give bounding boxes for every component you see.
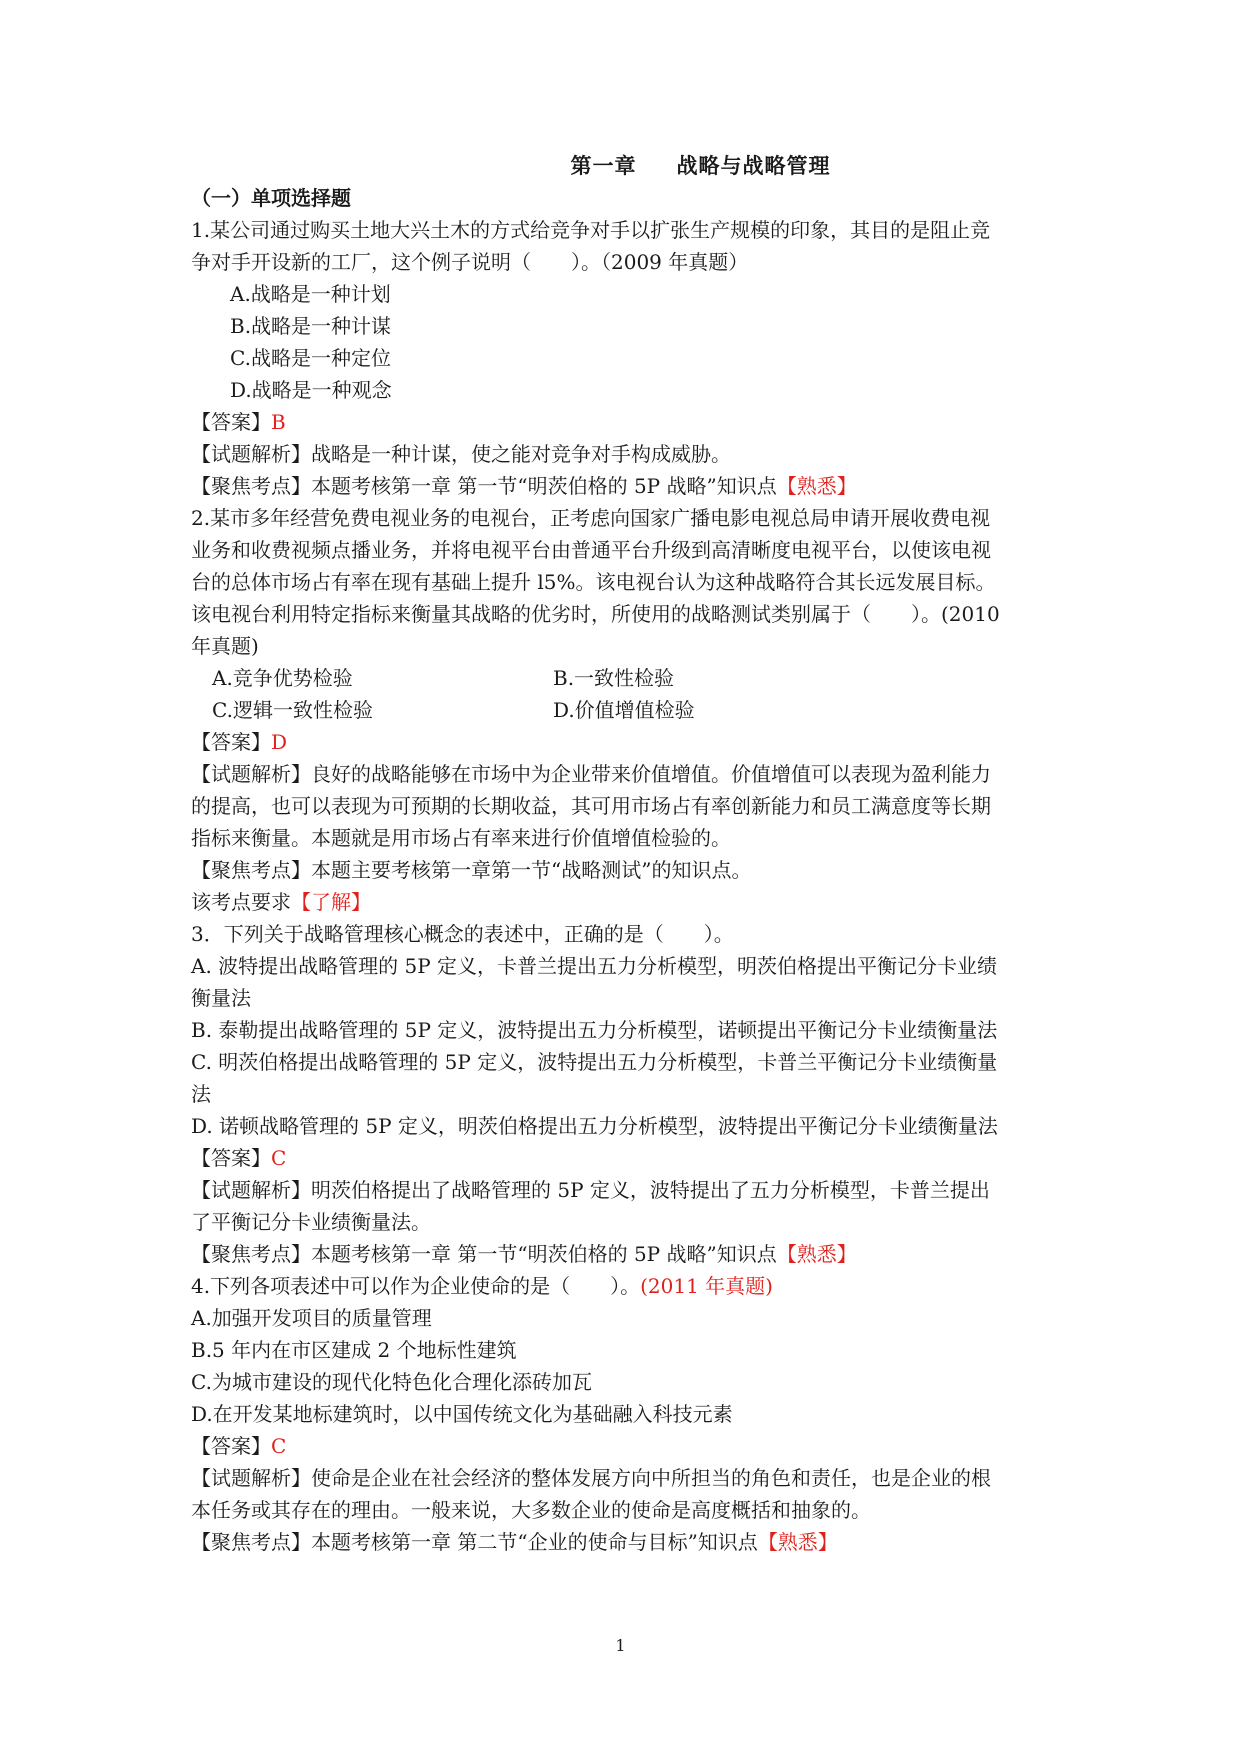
requirement-level: 【了解】 <box>291 890 371 914</box>
focus-text: 【聚焦考点】本题考核第一章 第一节“明茨伯格的 5P 战略”知识点 <box>191 1242 777 1266</box>
q3-option-c-line-2: 法 <box>191 1082 211 1106</box>
q2-stem-line-3: 台的总体市场占有率在现有基础上提升 l5%。该电视台认为这种战略符合其长远发展目标。 <box>191 570 996 594</box>
section-title: （一）单项选择题 <box>191 186 351 210</box>
chapter-name: 战略与战略管理 <box>676 153 831 178</box>
answer-value: D <box>271 730 288 754</box>
focus-level: 【熟悉】 <box>776 474 857 498</box>
q1-stem-line-1: 1.某公司通过购买土地大兴土木的方式给竞争对手以扩张生产规模的印象，其目的是阻止竞 <box>191 218 991 242</box>
q1-option-d: D.战略是一种观念 <box>230 378 392 402</box>
q1-stem-line-2: 争对手开设新的工厂，这个例子说明（ ）。（2009 年真题） <box>191 250 749 274</box>
page-number: 1 <box>615 1636 626 1655</box>
q4-stem-year: (2011 年真题) <box>640 1274 773 1298</box>
q2-stem-line-5: 年真题) <box>191 634 259 658</box>
answer-label: 【答案】 <box>191 410 271 434</box>
q2-stem-line-2: 业务和收费视频点播业务，并将电视平台由普通平台升级到高清晰度电视平台，以使该电视 <box>191 538 991 562</box>
q4-analysis-line-1: 【试题解析】使命是企业在社会经济的整体发展方向中所担当的角色和责任，也是企业的根 <box>191 1466 991 1490</box>
q2-option-a: A.竞争优势检验 <box>212 666 353 690</box>
q4-analysis-line-2: 本任务或其存在的理由。一般来说，大多数企业的使命是高度概括和抽象的。 <box>191 1498 871 1522</box>
answer-value: B <box>271 410 286 434</box>
focus-level: 【熟悉】 <box>776 1242 857 1266</box>
q2-analysis-line-2: 的提高，也可以表现为可预期的长期收益，其可用市场占有率创新能力和员工满意度等长期 <box>191 794 991 818</box>
q4-option-c: C.为城市建设的现代化特色化合理化添砖加瓦 <box>191 1370 592 1394</box>
q2-answer <box>191 726 287 758</box>
q4-option-a: A.加强开发项目的质量管理 <box>191 1306 432 1330</box>
q3-answer <box>191 1142 286 1174</box>
q2-stem-line-1: 2.某市多年经营免费电视业务的电视台，正考虑向国家广播电影电视总局申请开展收费电视 <box>191 506 991 530</box>
q4-option-d: D.在开发某地标建筑时，以中国传统文化为基础融入科技元素 <box>191 1402 733 1426</box>
q2-requirement <box>191 886 371 918</box>
q2-analysis-line-1: 【试题解析】良好的战略能够在市场中为企业带来价值增值。价值增值可以表现为盈利能力 <box>191 762 991 786</box>
q3-option-d: D. 诺顿战略管理的 5P 定义，明茨伯格提出五力分析模型，波特提出平衡记分卡业绩衡量法 <box>191 1114 998 1138</box>
q4-stem <box>191 1270 773 1302</box>
requirement-text: 该考点要求 <box>191 890 291 914</box>
q1-option-b: B.战略是一种计谋 <box>230 314 392 338</box>
q3-option-c-line-1: C. 明茨伯格提出战略管理的 5P 定义，波特提出五力分析模型，卡普兰平衡记分卡业绩衡量 <box>191 1050 998 1074</box>
q2-option-b: B.一致性检验 <box>553 666 675 690</box>
q1-answer <box>191 406 286 438</box>
focus-text: 【聚焦考点】本题考核第一章 第一节“明茨伯格的 5P 战略”知识点 <box>191 474 777 498</box>
answer-label: 【答案】 <box>191 1146 271 1170</box>
q3-option-a-line-1: A. 波特提出战略管理的 5P 定义，卡普兰提出五力分析模型，明茨伯格提出平衡记分卡业绩 <box>191 954 998 978</box>
q4-option-b: B.5 年内在市区建成 2 个地标性建筑 <box>191 1338 517 1362</box>
q1-analysis: 【试题解析】战略是一种计谋，使之能对竞争对手构成威胁。 <box>191 442 731 466</box>
q3-analysis-line-1: 【试题解析】明茨伯格提出了战略管理的 5P 定义，波特提出了五力分析模型，卡普兰提出 <box>191 1178 990 1202</box>
focus-text: 【聚焦考点】本题考核第一章 第二节“企业的使命与目标”知识点 <box>191 1530 758 1554</box>
q2-option-c: C.逻辑一致性检验 <box>212 698 373 722</box>
q3-analysis-line-2: 了平衡记分卡业绩衡量法。 <box>191 1210 431 1234</box>
q1-focus <box>191 470 857 502</box>
q2-analysis-line-3: 指标来衡量。本题就是用市场占有率来进行价值增值检验的。 <box>191 826 731 850</box>
answer-label: 【答案】 <box>191 730 271 754</box>
answer-label: 【答案】 <box>191 1434 271 1458</box>
q4-answer <box>191 1430 286 1462</box>
answer-value: C <box>271 1434 287 1458</box>
q2-stem-line-4: 该电视台利用特定指标来衡量其战略的优劣时，所使用的战略测试类别属于（ ）。(2010 <box>191 602 1000 626</box>
q3-stem: 3．下列关于战略管理核心概念的表述中，正确的是（ ）。 <box>191 922 734 946</box>
q2-focus: 【聚焦考点】本题主要考核第一章第一节“战略测试”的知识点。 <box>191 858 752 882</box>
focus-level: 【熟悉】 <box>757 1530 838 1554</box>
chapter-title <box>0 150 1241 180</box>
q3-focus <box>191 1238 857 1270</box>
q1-option-c: C.战略是一种定位 <box>230 346 391 370</box>
q3-option-a-line-2: 衡量法 <box>191 986 251 1010</box>
q2-option-d: D.价值增值检验 <box>553 698 695 722</box>
q4-focus <box>191 1526 838 1558</box>
answer-value: C <box>271 1146 287 1170</box>
chapter-number: 第一章 <box>570 153 637 178</box>
q3-option-b: B. 泰勒提出战略管理的 5P 定义，波特提出五力分析模型，诺顿提出平衡记分卡业绩衡量法 <box>191 1018 998 1042</box>
q1-option-a: A.战略是一种计划 <box>230 282 391 306</box>
q4-stem-text: 4.下列各项表述中可以作为企业使命的是（ ）。 <box>191 1274 641 1298</box>
